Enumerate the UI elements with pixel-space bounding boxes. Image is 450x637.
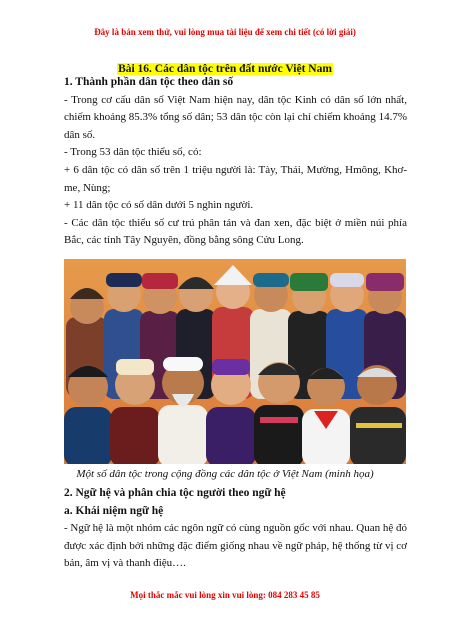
paragraph: + 6 dân tộc có dân số trên 1 triệu người là: Tày, Thái, Mường, Hmông, Khơ-me, Nùng; (64, 163, 407, 194)
preview-notice: Đây là bản xem thử, vui lòng mua tài liệu để xem chi tiết (có lời giải) (94, 27, 356, 37)
section-2 (64, 485, 407, 573)
paragraph: - Trong 53 dân tộc thiểu số, có: (64, 146, 202, 159)
paragraph: - Các dân tộc thiểu số cư trú phân tán và đan xen, đặc biệt ở miền núi phía Bắc, các tỉnh Tây Nguyên, đồng bằng sông Cửu Long. (64, 216, 407, 247)
paragraph: - Ngữ hệ là một nhóm các ngôn ngữ có cùng nguồn gốc với nhau. Quan hệ đó được xác định bởi những đặc điểm giống nhau về ngữ pháp, hệ thống từ vị cơ bản, âm vị và thanh điệu…. (64, 522, 407, 570)
paragraph: + 11 dân tộc có số dân dưới 5 nghìn người. (64, 199, 254, 212)
person-front-5 (254, 362, 304, 464)
person-front-1 (64, 366, 112, 464)
person-front-6 (302, 368, 350, 464)
section-1-heading: 1. Thành phần dân tộc theo dân số (64, 76, 234, 88)
lesson-title-text: Bài 16. Các dân tộc trên đất nước Việt Nam (118, 63, 332, 75)
person-front-3 (158, 357, 208, 464)
section-2-heading: 2. Ngữ hệ và phân chia tộc người theo ngữ hệ (64, 487, 286, 499)
paragraph: - Trong cơ cấu dân số Việt Nam hiện nay, dân tộc Kinh có dân số lớn nhất, chiếm khoảng 85.3% tổng số dân; 53 dân tộc còn lại chỉ chiếm khoảng 14.7% dân số. (64, 93, 407, 141)
contact-notice: Mọi thắc mắc vui lòng xin vui lòng: 084 283 45 85 (130, 590, 320, 600)
section-2-subheading: a. Khái niệm ngữ hệ (64, 504, 164, 517)
section-1 (64, 74, 407, 250)
figure-caption: Một số dân tộc trong cộng đồng các dân tộc ở Việt Nam (minh họa) (76, 468, 374, 480)
ethnic-groups-illustration (64, 259, 406, 464)
